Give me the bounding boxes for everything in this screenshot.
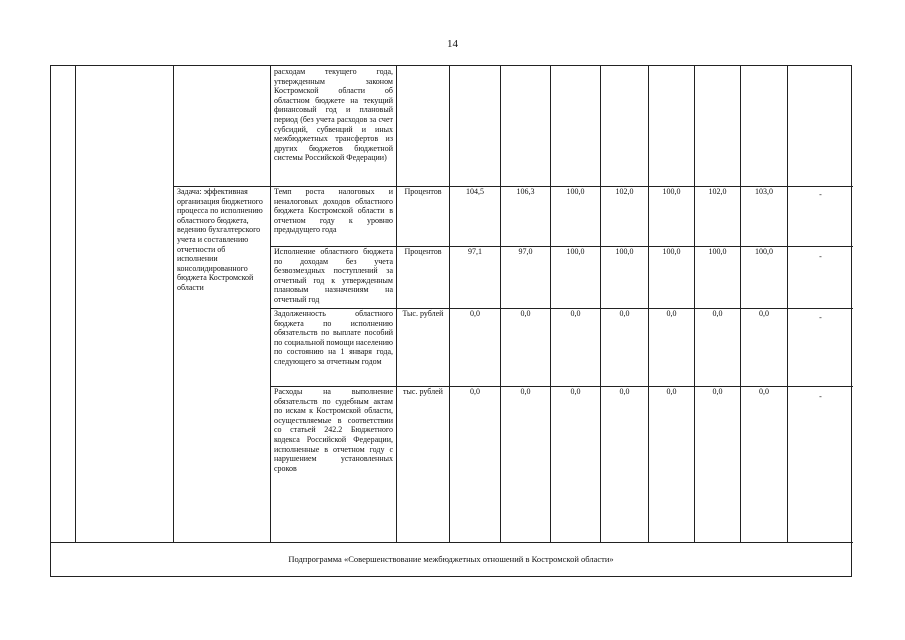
value-cell: 100,0 <box>662 247 681 256</box>
value-cell: 102,0 <box>708 187 727 196</box>
value-cell: 0,0 <box>759 309 769 318</box>
indicator-continuation: расходам текущего года, утвержденным законом Костромской области об областном бюджете на текущий финансовый год и плановый период (без учета расходов за счет субсидий, субвенций и иных межбюджетных трансфертов из других бюджетов бюджетной системы Российской Федерации) <box>274 67 393 163</box>
value-cell: 100,0 <box>755 247 773 256</box>
value-cell: 0,0 <box>520 387 531 396</box>
value-cell: - <box>819 392 822 401</box>
indicator-name: Расходы на выполнение обязательств по судебным актам по искам к Костромской области, осуществляемые в соответствии со статьей 242.2 Бюджетного кодекса Российской Федерации, исполненные в отчетном году с нарушением установленных сроков <box>274 387 393 473</box>
indicators-table <box>50 65 852 577</box>
unit-label: Тыс. рублей <box>402 309 444 318</box>
indicator-name: Темп роста налоговых и неналоговых доходов областного бюджета Костромской области в отчетном году к уровню предыдущего года <box>274 187 393 235</box>
value-cell: 100,0 <box>566 247 585 256</box>
column-divider <box>694 66 695 542</box>
unit-label: Процентов <box>404 187 442 196</box>
column-divider <box>550 66 551 542</box>
value-cell: 0,0 <box>712 387 723 396</box>
value-cell: 0,0 <box>570 387 581 396</box>
unit-label: тыс. рублей <box>403 387 443 396</box>
column-divider <box>740 66 741 542</box>
column-divider <box>648 66 649 542</box>
page-number: 14 <box>447 38 458 50</box>
indicator-name: Задолженность областного бюджета по исполнению обязательств по выплате пособий по социальной помощи населению по состоянию на 1 января года, следующего за отчетным годом <box>274 309 393 366</box>
column-divider <box>75 66 76 542</box>
unit-label: Процентов <box>404 247 442 256</box>
value-cell: 97,1 <box>468 247 482 256</box>
value-cell: - <box>819 313 822 322</box>
value-cell: 100,0 <box>708 247 727 256</box>
column-divider <box>449 66 450 542</box>
value-cell: 0,0 <box>619 309 630 318</box>
value-cell: 0,0 <box>712 309 723 318</box>
value-cell: 0,0 <box>570 309 581 318</box>
value-cell: 100,0 <box>566 187 585 196</box>
value-cell: 0,0 <box>470 309 480 318</box>
value-cell: 0,0 <box>619 387 630 396</box>
value-cell: - <box>819 252 822 261</box>
column-divider <box>500 66 501 542</box>
task-description: Задача: эффективная организация бюджетного процесса по исполнению областного бюджета, ведению бухгалтерского учета и составлению отчетности об исполнении консолидированного бюджета Костромской области <box>177 187 263 292</box>
value-cell: 0,0 <box>520 309 531 318</box>
column-divider <box>600 66 601 542</box>
value-cell: 104,5 <box>466 187 484 196</box>
value-cell: 100,0 <box>662 187 681 196</box>
value-cell: 102,0 <box>615 187 634 196</box>
value-cell: 103,0 <box>755 187 773 196</box>
column-divider <box>787 66 788 542</box>
value-cell: 0,0 <box>666 387 677 396</box>
value-cell: - <box>819 190 822 199</box>
value-cell: 106,3 <box>516 187 535 196</box>
value-cell: 0,0 <box>759 387 769 396</box>
value-cell: 100,0 <box>615 247 634 256</box>
indicator-name: Исполнение областного бюджета по доходам без учета безвозмездных поступлений за отчетный год к утвержденным плановым назначениям на отчетный год <box>274 247 393 304</box>
row-divider <box>51 542 853 543</box>
value-cell: 0,0 <box>470 387 480 396</box>
value-cell: 0,0 <box>666 309 677 318</box>
value-cell: 97,0 <box>518 247 533 256</box>
subprogram-title: Подпрограмма «Совершенствование межбюджетных отношений в Костромской области» <box>288 554 614 564</box>
